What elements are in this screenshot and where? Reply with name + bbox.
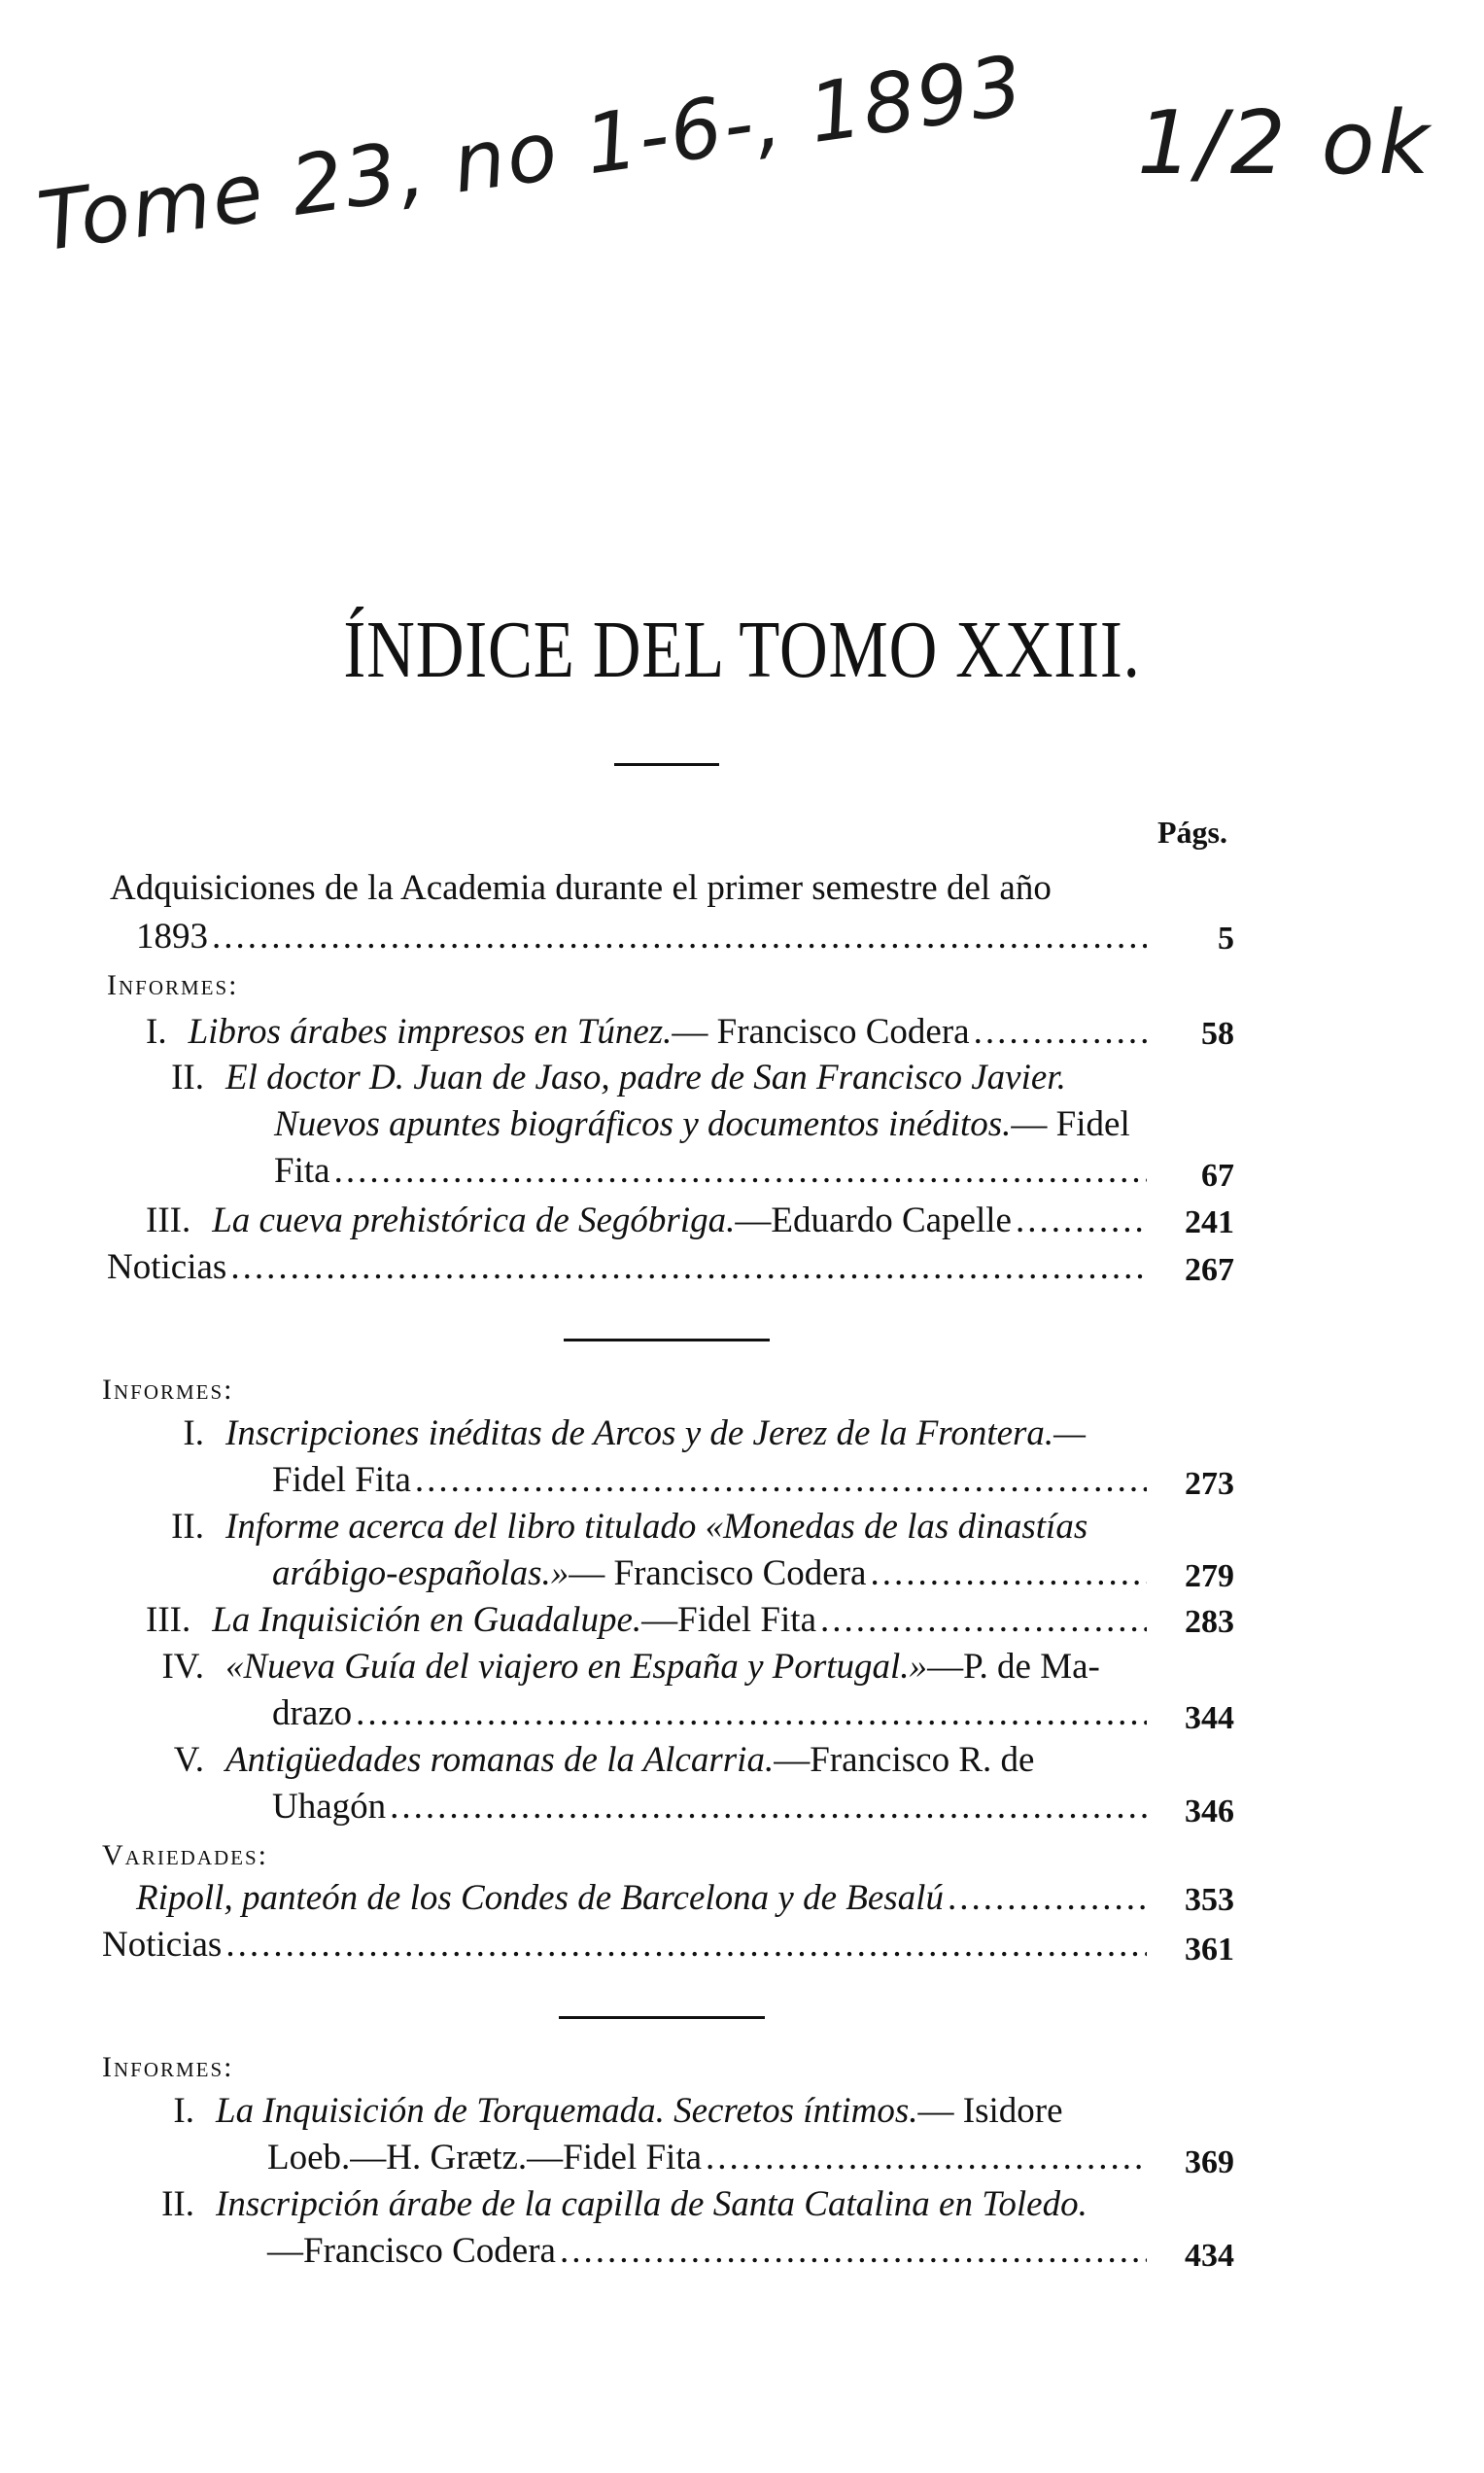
page-number: 353 [1185, 1882, 1234, 1918]
page-number: 361 [1185, 1932, 1234, 1968]
index-entry: III. La cueva prehistórica de Segóbriga. —Eduardo Capelle ..... [146, 1198, 1147, 1244]
index-entry: V. Antigüedades romanas de la Alcarria.—Francisco R. de [173, 1740, 1035, 1780]
pages-column-header: Págs. [1157, 815, 1227, 850]
handwritten-volume-note: Tome 23, no 1-6-, 1893 [32, 37, 1030, 270]
intro-entry-line1: Adquisiciones de la Academia durante el primer semestre del año [110, 868, 1052, 908]
title-divider [614, 763, 719, 766]
index-entry-continuation: arábigo-españolas.» — Francisco Codera ..... [272, 1550, 1147, 1597]
page-number: 273 [1185, 1466, 1234, 1502]
index-entry-continuation: —Francisco Codera ..... [267, 2228, 1147, 2275]
section-label: Variedades: [102, 1839, 268, 1871]
noticias-entry: Noticias ..... [102, 1922, 1147, 1968]
intro-entry-line2: 1893 ..... [136, 914, 1147, 960]
page-number: 267 [1185, 1252, 1234, 1288]
index-entry: I. Inscripciones inéditas de Arcos y de Jerez de la Frontera.— [183, 1413, 1087, 1453]
section-label: Informes: [102, 1374, 234, 1406]
section-label: Informes: [107, 969, 239, 1001]
page-number: 283 [1185, 1604, 1234, 1640]
section-divider [564, 1339, 770, 1341]
page-number: 241 [1185, 1204, 1234, 1240]
page-number: 434 [1185, 2238, 1234, 2274]
index-entry-continuation: Fidel Fita ..... [272, 1457, 1147, 1504]
noticias-entry: Noticias ..... [107, 1244, 1147, 1291]
page-number: 58 [1201, 1016, 1234, 1052]
page-number: 279 [1185, 1558, 1234, 1594]
section-label: Informes: [102, 2051, 234, 2083]
page-number: 344 [1185, 1700, 1234, 1736]
index-entry: IV. «Nueva Guía del viajero en España y Portugal.»—P. de Ma- [161, 1647, 1100, 1687]
index-entry-continuation: Uhagón ..... [272, 1784, 1147, 1830]
index-entry: I. Libros árabes impresos en Túnez. — Francisco Codera ..... [146, 1009, 1147, 1056]
index-entry-continuation: Loeb.—H. Grætz.—Fidel Fita ..... [267, 2135, 1147, 2181]
variedades-entry: Ripoll, panteón de los Condes de Barcelona y de Besalú ..... [136, 1875, 1147, 1922]
index-entry: II. El doctor D. Juan de Jaso, padre de San Francisco Javier. [171, 1058, 1066, 1097]
index-entry-continuation: drazo ..... [272, 1690, 1147, 1737]
page-number: 67 [1201, 1158, 1234, 1194]
index-entry: I. La Inquisición de Torquemada. Secretos íntimos.— Isidore [173, 2091, 1063, 2131]
page-number: 369 [1185, 2144, 1234, 2180]
index-entry: II. Inscripción árabe de la capilla de Santa Catalina en Toledo. [161, 2184, 1087, 2224]
index-entry: III. La Inquisición en Guadalupe. —Fidel Fita ..... [146, 1597, 1147, 1644]
index-entry-continuation: Nuevos apuntes biográficos y documentos inéditos.— Fidel [274, 1104, 1130, 1144]
index-entry-continuation: Fita ..... [274, 1148, 1147, 1195]
page-number: 5 [1218, 921, 1234, 957]
index-entry: II. Informe acerca del libro titulado «Monedas de las dinastías [171, 1507, 1088, 1547]
page-number: 346 [1185, 1794, 1234, 1829]
page-title: ÍNDICE DEL TOMO XXIII. [343, 605, 1141, 695]
handwritten-status-note: 1/2 ok [1137, 92, 1433, 194]
section-divider [559, 2016, 765, 2019]
